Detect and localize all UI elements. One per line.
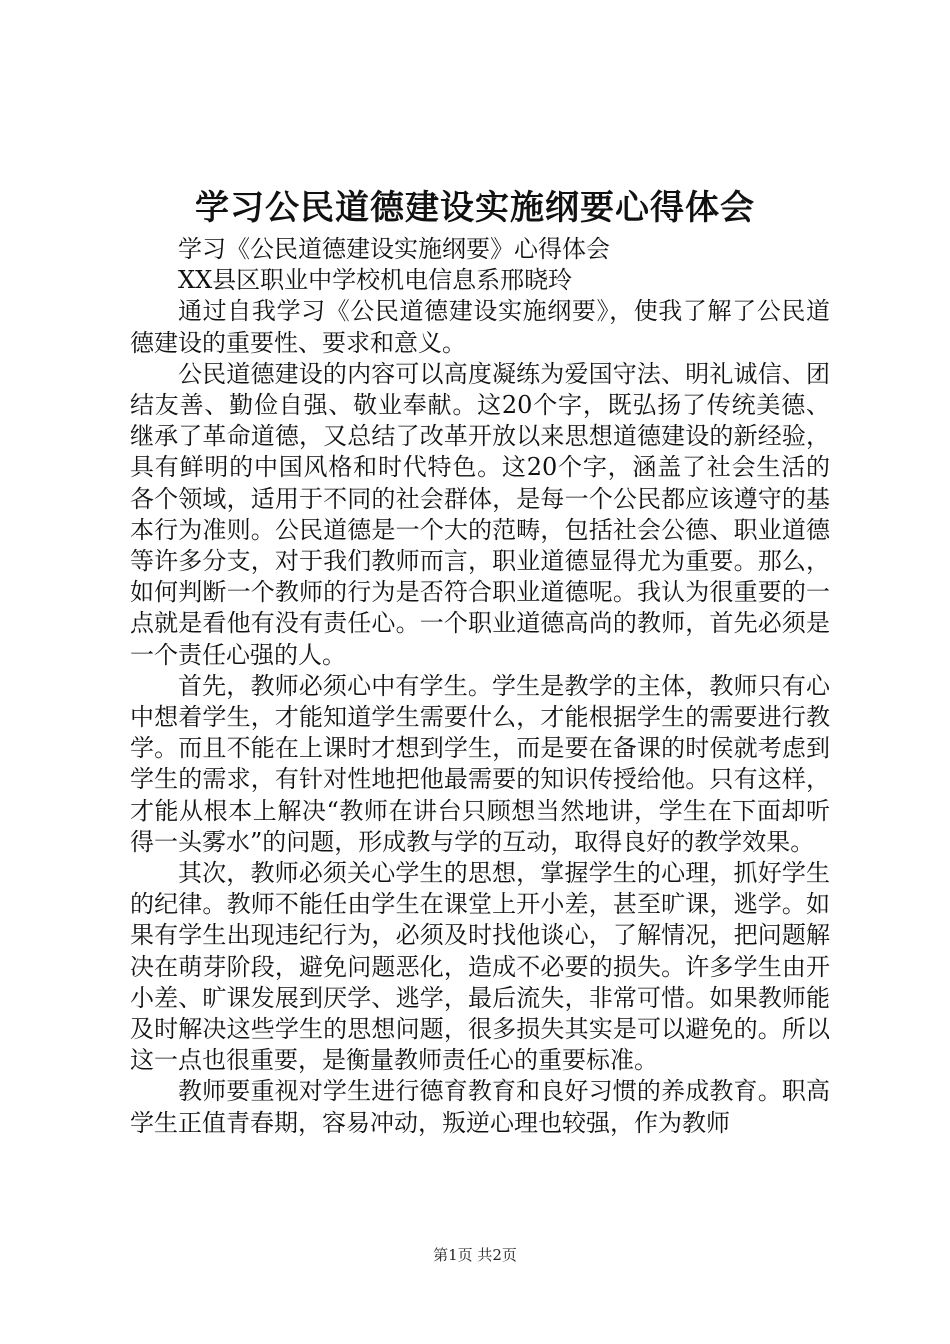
subtitle-line: 学习《公民道德建设实施纲要》心得体会 [178,235,610,263]
author-line: XX县区职业中学校机电信息系邢晓玲 [178,266,573,295]
paragraph: 公民道德建设的内容可以高度凝练为爱国守法、明礼诚信、团结友善、勤俭自强、敬业奉献。这20个字，既弘扬了传统美德、继承了革命道德，又总结了改革开放以来思想道德建设的新经验，具有鲜明的中国风格和时代特色。这20个字，涵盖了社会生活的各个领域，适用于不同的社会群体，是每一个公民都应该遵守的基本行为准则。公民道德是一个大的范畴，包括社会公德、职业道德等许多分支，对于我们教师而言，职业道德显得尤为重要。那么，如何判断一个教师的行为是否符合职业道德呢。我认为很重要的一点就是看他有没有责任心。一个职业道德高尚的教师，首先必须是一个责任心强的人。 [130,359,830,669]
paragraph: 首先，教师必须心中有学生。学生是教学的主体，教师只有心中想着学生，才能知道学生需要什么，才能根据学生的需要进行教学。而且不能在上课时才想到学生，而是要在备课的时侯就考虑到学生的需求，有针对性地把他最需要的知识传授给他。只有这样，才能从根本上解决“教师在讲台只顾想当然地讲，学生在下面却听得一头雾水”的问题，形成教与学的互动，取得良好的教学效果。 [130,671,830,856]
paragraph: 教师要重视对学生进行德育教育和良好习惯的养成教育。职高学生正值青春期，容易冲动，叛逆心理也较强，作为教师 [130,1077,830,1137]
document-body [130,234,830,1139]
page-footer: 第1页 共2页 [433,1246,517,1264]
document-title: 学习公民道德建设实施纲要心得体会 [195,188,755,228]
paragraph: 其次，教师必须关心学生的思想，掌握学生的心理，抓好学生的纪律。教师不能任由学生在课堂上开小差，甚至旷课，逃学。如果有学生出现违纪行为，必须及时找他谈心，了解情况，把问题解决在萌芽阶段，避免问题恶化，造成不必要的损失。许多学生由开小差、旷课发展到厌学、逃学，最后流失，非常可惜。如果教师能及时解决这些学生的思想问题，很多损失其实是可以避免的。所以这一点也很重要，是衡量教师责任心的重要标准。 [130,859,830,1075]
paragraph: 通过自我学习《公民道德建设实施纲要》，使我了解了公民道德建设的重要性、要求和意义。 [130,297,830,357]
